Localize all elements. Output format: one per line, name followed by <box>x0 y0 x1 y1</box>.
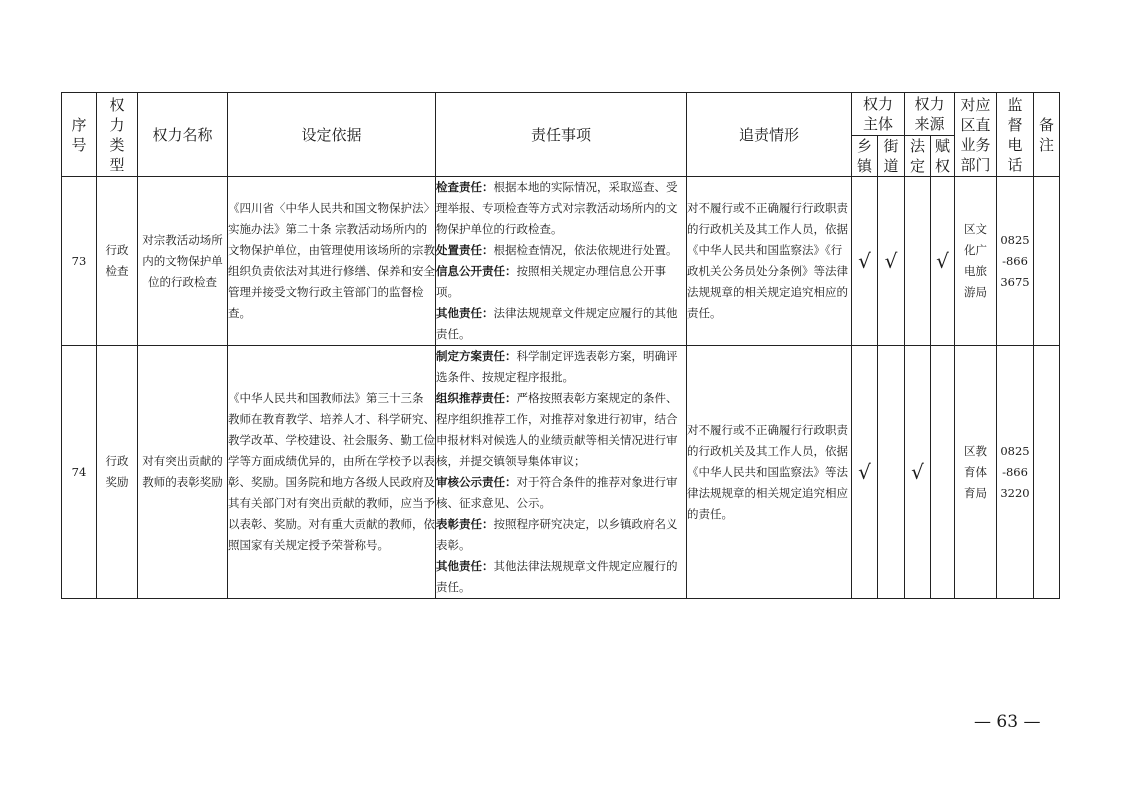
duty-item: 制定方案责任：科学制定评选表彰方案，明确评选条件、按规定程序报批。 <box>436 349 678 384</box>
header-subject: 权力主体 <box>852 93 905 136</box>
row-type: 行政奖励 <box>97 346 138 599</box>
row-accountability: 对不履行或不正确履行行政职责的行政机关及其工作人员，依据《中华人民共和国监察法》《行政机关公务员处分条例》等法律法规规章的相关规定追究相应的责任。 <box>687 177 852 346</box>
header-subject-street: 街道 <box>878 136 905 177</box>
check-granted <box>931 346 955 599</box>
duty-item: 信息公开责任：按照相关规定办理信息公开事项。 <box>436 264 666 299</box>
row-type: 行政检查 <box>97 177 138 346</box>
power-list-table <box>61 92 1060 599</box>
header-seq: 序号 <box>62 93 97 177</box>
row-basis: 《四川省〈中华人民共和国文物保护法〉实施办法》第二十条 宗教活动场所内的文物保护单位，由管理使用该场所的宗教组织负责依法对其进行修缮、保养和安全管理并接受文物行政主管部门的监督检查。 <box>228 177 436 346</box>
header-type: 权力类型 <box>97 93 138 177</box>
table-row <box>62 177 1060 346</box>
check-township: √ <box>852 177 878 346</box>
row-duties <box>436 346 687 599</box>
header-remark: 备注 <box>1034 93 1060 177</box>
header-phone: 监督电话 <box>997 93 1034 177</box>
row-seq: 74 <box>62 346 97 599</box>
check-street <box>878 346 905 599</box>
duty-item: 检查责任：根据本地的实际情况，采取巡查、受理举报、专项检查等方式对宗教活动场所内的文物保护单位的行政检查。 <box>436 180 678 236</box>
row-duties <box>436 177 687 346</box>
table-row <box>62 346 1060 599</box>
row-dept: 区教育体育局 <box>955 346 997 599</box>
row-phone: 0825-8663220 <box>997 346 1034 599</box>
header-source: 权力来源 <box>905 93 955 136</box>
check-legal: √ <box>905 346 931 599</box>
header-accountability: 追责情形 <box>687 93 852 177</box>
duty-item: 其他责任：其他法律法规规章文件规定应履行的责任。 <box>436 559 678 594</box>
check-township: √ <box>852 346 878 599</box>
row-accountability: 对不履行或不正确履行行政职责的行政机关及其工作人员，依据《中华人民共和国监察法》等法律法规规章的相关规定追究相应的责任。 <box>687 346 852 599</box>
header-name: 权力名称 <box>138 93 228 177</box>
row-name: 对宗教活动场所内的文物保护单位的行政检查 <box>138 177 228 346</box>
header-source-legal: 法定 <box>905 136 931 177</box>
row-phone: 0825-8663675 <box>997 177 1034 346</box>
check-legal <box>905 177 931 346</box>
row-remark <box>1034 346 1060 599</box>
row-dept: 区文化广电旅游局 <box>955 177 997 346</box>
duty-item: 审核公示责任：对于符合条件的推荐对象进行审核、征求意见、公示。 <box>436 475 678 510</box>
header-basis: 设定依据 <box>228 93 436 177</box>
duty-item: 组织推荐责任：严格按照表彰方案规定的条件、程序组织推荐工作，对推荐对象进行初审，结合申报材料对候选人的业绩贡献等相关情况进行审核，并提交镇领导集体审议； <box>436 391 678 468</box>
header-source-granted: 赋权 <box>931 136 955 177</box>
duty-item: 处置责任：根据检查情况，依法依规进行处置。 <box>436 243 678 257</box>
duty-item: 表彰责任：按照程序研究决定，以乡镇政府名义表彰。 <box>436 517 678 552</box>
row-name: 对有突出贡献的教师的表彰奖励 <box>138 346 228 599</box>
row-remark <box>1034 177 1060 346</box>
header-subject-township: 乡镇 <box>852 136 878 177</box>
row-basis: 《中华人民共和国教师法》第三十三条 教师在教育教学、培养人才、科学研究、 教学改革、学校建设、社会服务、勤工俭学等方面成绩优异的，由所在学校予以表 彰、奖励。国务院和地方各级人民政府及其有关部门对有突出贡献的教师，应当予 以表彰、奖励。对有重大贡献的教师，依照国家有关规定授予荣誉称号。 <box>228 346 436 599</box>
duty-item: 其他责任：法律法规规章文件规定应履行的其他责任。 <box>436 306 678 341</box>
row-seq: 73 <box>62 177 97 346</box>
check-street: √ <box>878 177 905 346</box>
header-duty: 责任事项 <box>436 93 687 177</box>
header-dept: 对应区直业务部门 <box>955 93 997 177</box>
page-number: — 63 — <box>974 712 1041 732</box>
check-granted: √ <box>931 177 955 346</box>
